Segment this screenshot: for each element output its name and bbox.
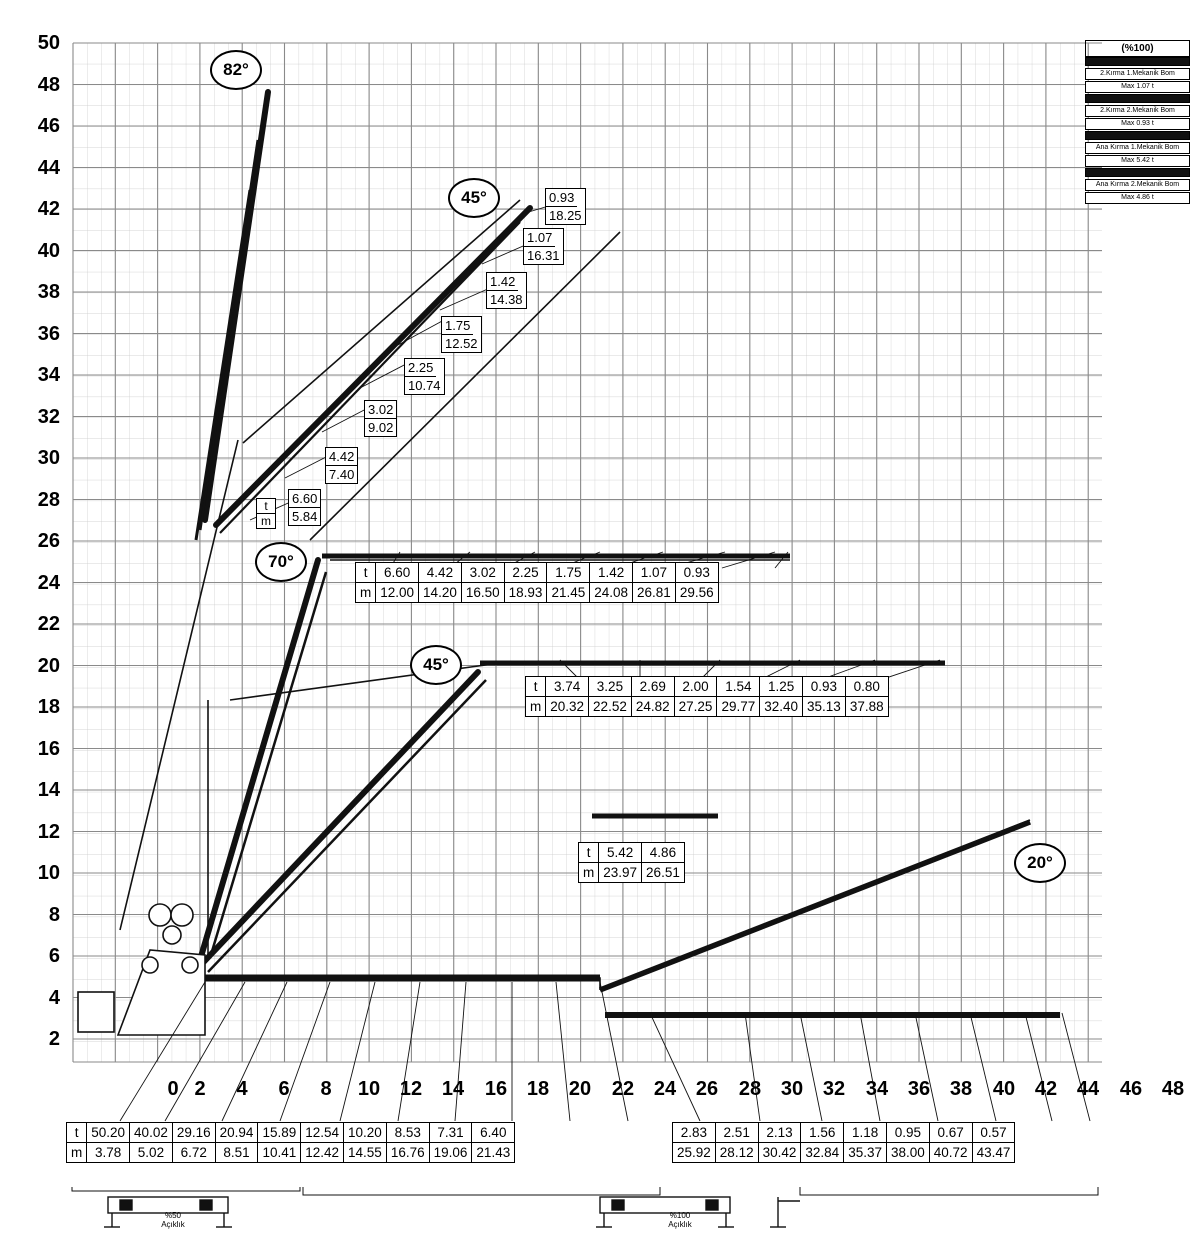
value-t: 5.42 [599, 843, 641, 863]
table-cell [801, 1123, 844, 1162]
value-t: 40.02 [130, 1123, 172, 1143]
y-tick-28: 28 [37, 489, 60, 511]
value-m: 19.06 [433, 1145, 468, 1160]
value-m: 38.00 [890, 1145, 925, 1160]
label-45-steep-5 [441, 316, 482, 353]
value-m: 18.93 [508, 585, 543, 600]
table-cell [632, 677, 675, 716]
value-t: 15.89 [258, 1123, 300, 1143]
y-tick-14: 14 [37, 779, 60, 801]
value-t: 50.20 [87, 1123, 129, 1143]
value-t: 0.80 [846, 677, 888, 697]
value-t: 2.51 [716, 1123, 758, 1143]
y-tick-40: 40 [37, 240, 60, 262]
y-tick-16: 16 [37, 738, 60, 760]
y-tick-12: 12 [37, 821, 60, 843]
value-m: 29.56 [679, 585, 714, 600]
value-m: 3.78 [95, 1145, 122, 1160]
outrigger-caption-100: Açıklık [668, 1220, 692, 1229]
x-tick-46: 46 [1119, 1078, 1143, 1100]
unit-m: m [530, 699, 542, 714]
y-tick-8: 8 [48, 904, 60, 926]
value-m: 8.51 [223, 1145, 250, 1160]
value-t: 1.25 [760, 677, 802, 697]
y-tick-42: 42 [37, 198, 60, 220]
table-cell [846, 677, 888, 716]
value-t: 8.53 [387, 1123, 429, 1143]
y-tick-50: 50 [37, 32, 60, 54]
value-m: 10.41 [262, 1145, 297, 1160]
x-tick-14: 14 [441, 1078, 465, 1100]
table-cell [760, 677, 803, 716]
unit-t: t [579, 843, 598, 863]
y-tick-26: 26 [37, 530, 60, 552]
table-cell [716, 1123, 759, 1162]
value-m: 25.92 [677, 1145, 711, 1160]
value-t: 1.75 [442, 317, 473, 335]
angle-20: 20° [1014, 843, 1066, 883]
x-tick-30: 30 [780, 1078, 804, 1100]
label-45-steep-8 [545, 188, 586, 225]
table-cell [803, 677, 846, 716]
value-t: 2.00 [675, 677, 717, 697]
legend-label-3: Ana Kırma 1.Mekanik Bom [1085, 142, 1190, 154]
value-m: 26.51 [646, 865, 680, 880]
legend-panel [1085, 40, 1190, 205]
legend-max-3: Max 5.42 t [1085, 155, 1190, 167]
legend-bar-4 [1085, 168, 1190, 177]
legend-label-1: 2.Kırma 1.Mekanik Bom [1085, 68, 1190, 80]
table-cell [844, 1123, 887, 1162]
unit-t: t [67, 1123, 86, 1143]
value-t: 4.42 [419, 563, 461, 583]
value-t: 1.18 [844, 1123, 886, 1143]
value-t: 0.93 [676, 563, 718, 583]
value-t: 20.94 [216, 1123, 258, 1143]
x-tick-38: 38 [949, 1078, 973, 1100]
legend-bar-1 [1085, 57, 1190, 66]
unit-m: m [360, 585, 372, 600]
value-t: 2.69 [632, 677, 674, 697]
value-m: 32.40 [764, 699, 799, 714]
table-cell [387, 1123, 430, 1162]
x-tick-6: 6 [278, 1078, 290, 1100]
value-m: 14.20 [423, 585, 457, 600]
table-jib-100 [672, 1122, 1015, 1163]
value-m: 37.88 [849, 699, 884, 714]
value-t: 7.31 [430, 1123, 472, 1143]
table-cell [590, 563, 633, 602]
value-t: 1.42 [487, 273, 518, 291]
value-m: 29.77 [721, 699, 756, 714]
table-cell [717, 677, 760, 716]
table-cell [547, 563, 590, 602]
y-tick-34: 34 [37, 364, 60, 386]
unit-box-45-steep [256, 498, 276, 529]
table-cell [675, 677, 718, 716]
legend-bar-2 [1085, 94, 1190, 103]
unit-m: m [583, 865, 595, 880]
table-cell [633, 563, 676, 602]
x-tick-10: 10 [357, 1078, 381, 1100]
value-m: 26.81 [637, 585, 671, 600]
value-t: 2.25 [405, 359, 436, 377]
value-m: 30.42 [762, 1145, 797, 1160]
x-tick-18: 18 [526, 1078, 550, 1100]
value-t: 6.60 [289, 490, 320, 508]
y-tick-10: 10 [37, 862, 60, 884]
value-m: 5.84 [292, 509, 318, 524]
unit-cell [526, 677, 546, 716]
value-t: 0.67 [930, 1123, 972, 1143]
value-m: 12.42 [305, 1145, 340, 1160]
y-tick-38: 38 [37, 281, 60, 303]
value-m: 21.43 [476, 1145, 511, 1160]
x-tick-12: 12 [399, 1078, 423, 1100]
value-t: 1.07 [524, 229, 555, 247]
table-cell [430, 1123, 473, 1162]
y-tick-36: 36 [37, 323, 60, 345]
value-t: 3.74 [546, 677, 588, 697]
table-cell [376, 563, 419, 602]
value-m: 24.08 [594, 585, 629, 600]
value-t: 3.02 [365, 401, 396, 419]
value-m: 16.50 [465, 585, 500, 600]
value-m: 28.12 [719, 1145, 754, 1160]
table-cell [505, 563, 548, 602]
x-tick-34: 34 [865, 1078, 889, 1100]
x-tick-24: 24 [653, 1078, 677, 1100]
x-tick-20: 20 [568, 1078, 592, 1100]
x-tick-42: 42 [1034, 1078, 1058, 1100]
value-m: 22.52 [593, 699, 627, 714]
value-t: 6.40 [472, 1123, 514, 1143]
y-tick-6: 6 [48, 945, 60, 967]
value-t: 6.60 [376, 563, 418, 583]
value-m: 16.76 [390, 1145, 425, 1160]
table-cell [887, 1123, 930, 1162]
value-m: 40.72 [933, 1145, 968, 1160]
value-t: 1.07 [633, 563, 675, 583]
table-cell [301, 1123, 344, 1162]
value-m: 10.74 [408, 378, 441, 393]
table-cell [673, 1123, 716, 1162]
value-t: 0.57 [973, 1123, 1015, 1143]
y-tick-18: 18 [37, 696, 60, 718]
x-tick-8: 8 [320, 1078, 332, 1100]
label-45-steep-4 [404, 358, 445, 395]
table-cell [258, 1123, 301, 1162]
table-70deg [355, 562, 719, 603]
table-cell [759, 1123, 802, 1162]
table-cell [930, 1123, 973, 1162]
legend-max-4: Max 4.86 t [1085, 192, 1190, 204]
legend-label-4: Ana Kırma 2.Mekanik Bom [1085, 179, 1190, 191]
table-cell [676, 563, 718, 602]
table-cell [599, 843, 642, 882]
angle-45-lower: 45° [410, 645, 462, 685]
legend-max-2: Max 0.93 t [1085, 118, 1190, 130]
value-m: 7.40 [329, 467, 355, 482]
x-tick-36: 36 [907, 1078, 931, 1100]
value-m: 27.25 [678, 699, 713, 714]
value-m: 16.31 [527, 248, 560, 263]
value-m: 32.84 [805, 1145, 840, 1160]
x-tick-28: 28 [738, 1078, 762, 1100]
unit-t: t [356, 563, 375, 583]
unit-t: t [257, 499, 275, 514]
value-t: 0.93 [803, 677, 845, 697]
table-cell [589, 677, 632, 716]
label-45-steep-1 [288, 489, 321, 526]
value-m: 18.25 [549, 208, 582, 223]
table-cell [419, 563, 462, 602]
table-cell [344, 1123, 387, 1162]
table-cell [472, 1123, 514, 1162]
y-tick-30: 30 [37, 447, 60, 469]
value-t: 10.20 [344, 1123, 386, 1143]
legend-bar-3 [1085, 131, 1190, 140]
label-45-steep-2 [325, 447, 358, 484]
y-tick-46: 46 [37, 115, 60, 137]
value-m: 23.97 [603, 865, 638, 880]
y-tick-24: 24 [37, 572, 60, 594]
outrigger-caption-50: Açıklık [161, 1220, 185, 1229]
unit-cell [67, 1123, 87, 1162]
y-tick-20: 20 [37, 655, 60, 677]
value-t: 29.16 [173, 1123, 215, 1143]
legend-label-2: 2.Kırma 2.Mekanik Bom [1085, 105, 1190, 117]
value-m: 35.37 [848, 1145, 882, 1160]
value-t: 1.56 [801, 1123, 843, 1143]
y-tick-4: 4 [48, 987, 60, 1009]
value-t: 2.25 [505, 563, 547, 583]
value-t: 0.95 [887, 1123, 929, 1143]
value-m: 12.00 [380, 585, 415, 600]
value-m: 20.32 [550, 699, 585, 714]
table-main-boom-50 [66, 1122, 515, 1163]
table-cell [130, 1123, 173, 1162]
y-tick-44: 44 [37, 157, 60, 179]
value-m: 24.82 [635, 699, 670, 714]
x-tick-40: 40 [992, 1078, 1016, 1100]
table-cell [87, 1123, 130, 1162]
x-tick-26: 26 [695, 1078, 719, 1100]
table-cell [973, 1123, 1015, 1162]
value-t: 1.54 [717, 677, 759, 697]
value-m: 43.47 [976, 1145, 1011, 1160]
x-tick-32: 32 [822, 1078, 846, 1100]
value-t: 4.42 [326, 448, 357, 466]
x-tick-44: 44 [1076, 1078, 1100, 1100]
legend-title: (%100) [1085, 40, 1190, 57]
unit-cell [356, 563, 376, 602]
value-t: 2.83 [673, 1123, 715, 1143]
x-tick-16: 16 [484, 1078, 508, 1100]
y-tick-2: 2 [48, 1028, 60, 1050]
x-tick-4: 4 [236, 1078, 248, 1100]
x-tick-0: 0 [167, 1078, 179, 1100]
value-t: 1.42 [590, 563, 632, 583]
value-t: 3.25 [589, 677, 631, 697]
value-m: 14.38 [490, 292, 523, 307]
table-cell [642, 843, 684, 882]
angle-70: 70° [255, 542, 307, 582]
value-m: 35.13 [807, 699, 841, 714]
table-cell [173, 1123, 216, 1162]
value-t: 4.86 [642, 843, 684, 863]
x-tick-22: 22 [611, 1078, 635, 1100]
value-m: 6.72 [180, 1145, 207, 1160]
outrigger-pct-100: %100 [669, 1211, 691, 1220]
x-tick-2: 2 [194, 1078, 206, 1100]
angle-45-upper: 45° [448, 178, 500, 218]
y-tick-48: 48 [37, 74, 60, 96]
unit-cell [579, 843, 599, 882]
table-45deg [525, 676, 889, 717]
value-t: 12.54 [301, 1123, 343, 1143]
legend-max-1: Max 1.07 t [1085, 81, 1190, 93]
value-t: 2.13 [759, 1123, 801, 1143]
table-mid-jib [578, 842, 685, 883]
angle-82: 82° [210, 50, 262, 90]
value-m: 14.55 [348, 1145, 382, 1160]
value-t: 0.93 [546, 189, 577, 207]
value-m: 5.02 [137, 1145, 165, 1160]
table-cell [546, 677, 589, 716]
unit-m: m [261, 514, 271, 528]
x-tick-48: 48 [1161, 1078, 1185, 1100]
y-tick-22: 22 [37, 613, 60, 635]
table-cell [462, 563, 505, 602]
label-45-steep-7 [523, 228, 564, 265]
unit-m: m [71, 1145, 83, 1160]
value-t: 3.02 [462, 563, 504, 583]
value-t: 1.75 [547, 563, 589, 583]
value-m: 21.45 [551, 585, 586, 600]
label-45-steep-6 [486, 272, 527, 309]
value-m: 12.52 [445, 336, 478, 351]
value-m: 9.02 [368, 420, 394, 435]
unit-t: t [526, 677, 545, 697]
table-cell [216, 1123, 259, 1162]
label-45-steep-3 [364, 400, 397, 437]
y-tick-32: 32 [37, 406, 60, 428]
outrigger-pct-50: %50 [164, 1211, 181, 1220]
